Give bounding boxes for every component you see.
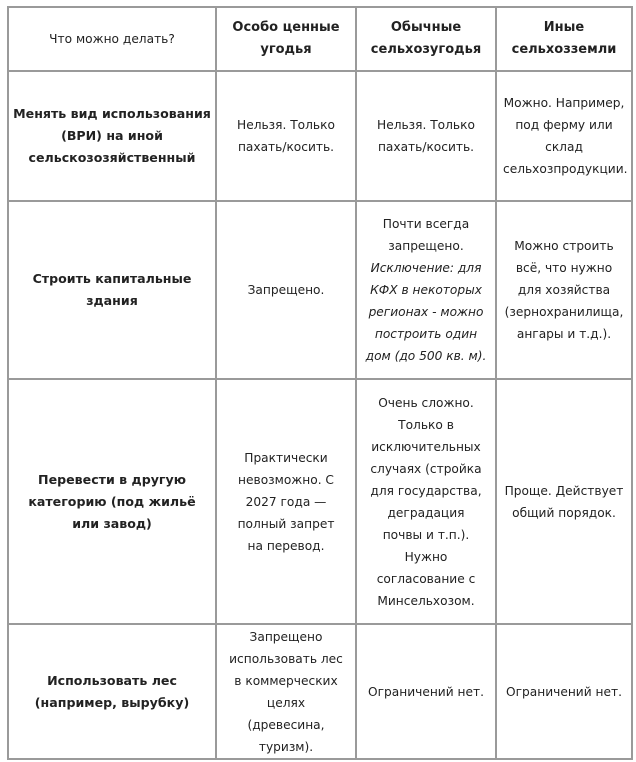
row-action: Перевести в другую категорию (под жильё или завод)	[8, 379, 216, 624]
cell-other: Ограничений нет.	[496, 624, 632, 759]
cell-ordinary: Очень сложно. Только в исключительных случаях (стройка для государства, деградация почвы и т.п.). Нужно согласование с Минсельхозом.	[356, 379, 496, 624]
cell-other: Можно. Например, под ферму или склад сельхозпродукции.	[496, 71, 632, 201]
row-action: Строить капитальные здания	[8, 201, 216, 379]
land-rules-table	[7, 6, 633, 760]
cell-valuable: Запрещено.	[216, 201, 356, 379]
cell-ordinary: Ограничений нет.	[356, 624, 496, 759]
cell-other: Проще. Действует общий порядок.	[496, 379, 632, 624]
table-row	[8, 201, 632, 379]
cell-ordinary: Нельзя. Только пахать/косить.	[356, 71, 496, 201]
cell-valuable: Запрещено использовать лес в коммерческих целях (древесина, туризм).	[216, 624, 356, 759]
header-ordinary: Обычные сельхозугодья	[356, 7, 496, 71]
table-row	[8, 624, 632, 759]
cell-ordinary	[356, 201, 496, 379]
header-row	[8, 7, 632, 71]
cell-ordinary-note: Исключение: для КФХ в некоторых регионах - можно построить один дом (до 500 кв. м).	[365, 261, 487, 363]
table-row	[8, 71, 632, 201]
header-other: Иные сельхозземли	[496, 7, 632, 71]
row-action: Менять вид использования (ВРИ) на иной сельскозозяйственный	[8, 71, 216, 201]
cell-valuable: Нельзя. Только пахать/косить.	[216, 71, 356, 201]
header-valuable: Особо ценные угодья	[216, 7, 356, 71]
cell-ordinary-text: Почти всегда запрещено.	[382, 217, 470, 253]
table-row	[8, 379, 632, 624]
row-action: Использовать лес (например, вырубку)	[8, 624, 216, 759]
cell-valuable: Практически невозможно. С 2027 года — полный запрет на перевод.	[216, 379, 356, 624]
cell-other: Можно строить всё, что нужно для хозяйства (зернохранилища, ангары и т.д.).	[496, 201, 632, 379]
header-action: Что можно делать?	[8, 7, 216, 71]
